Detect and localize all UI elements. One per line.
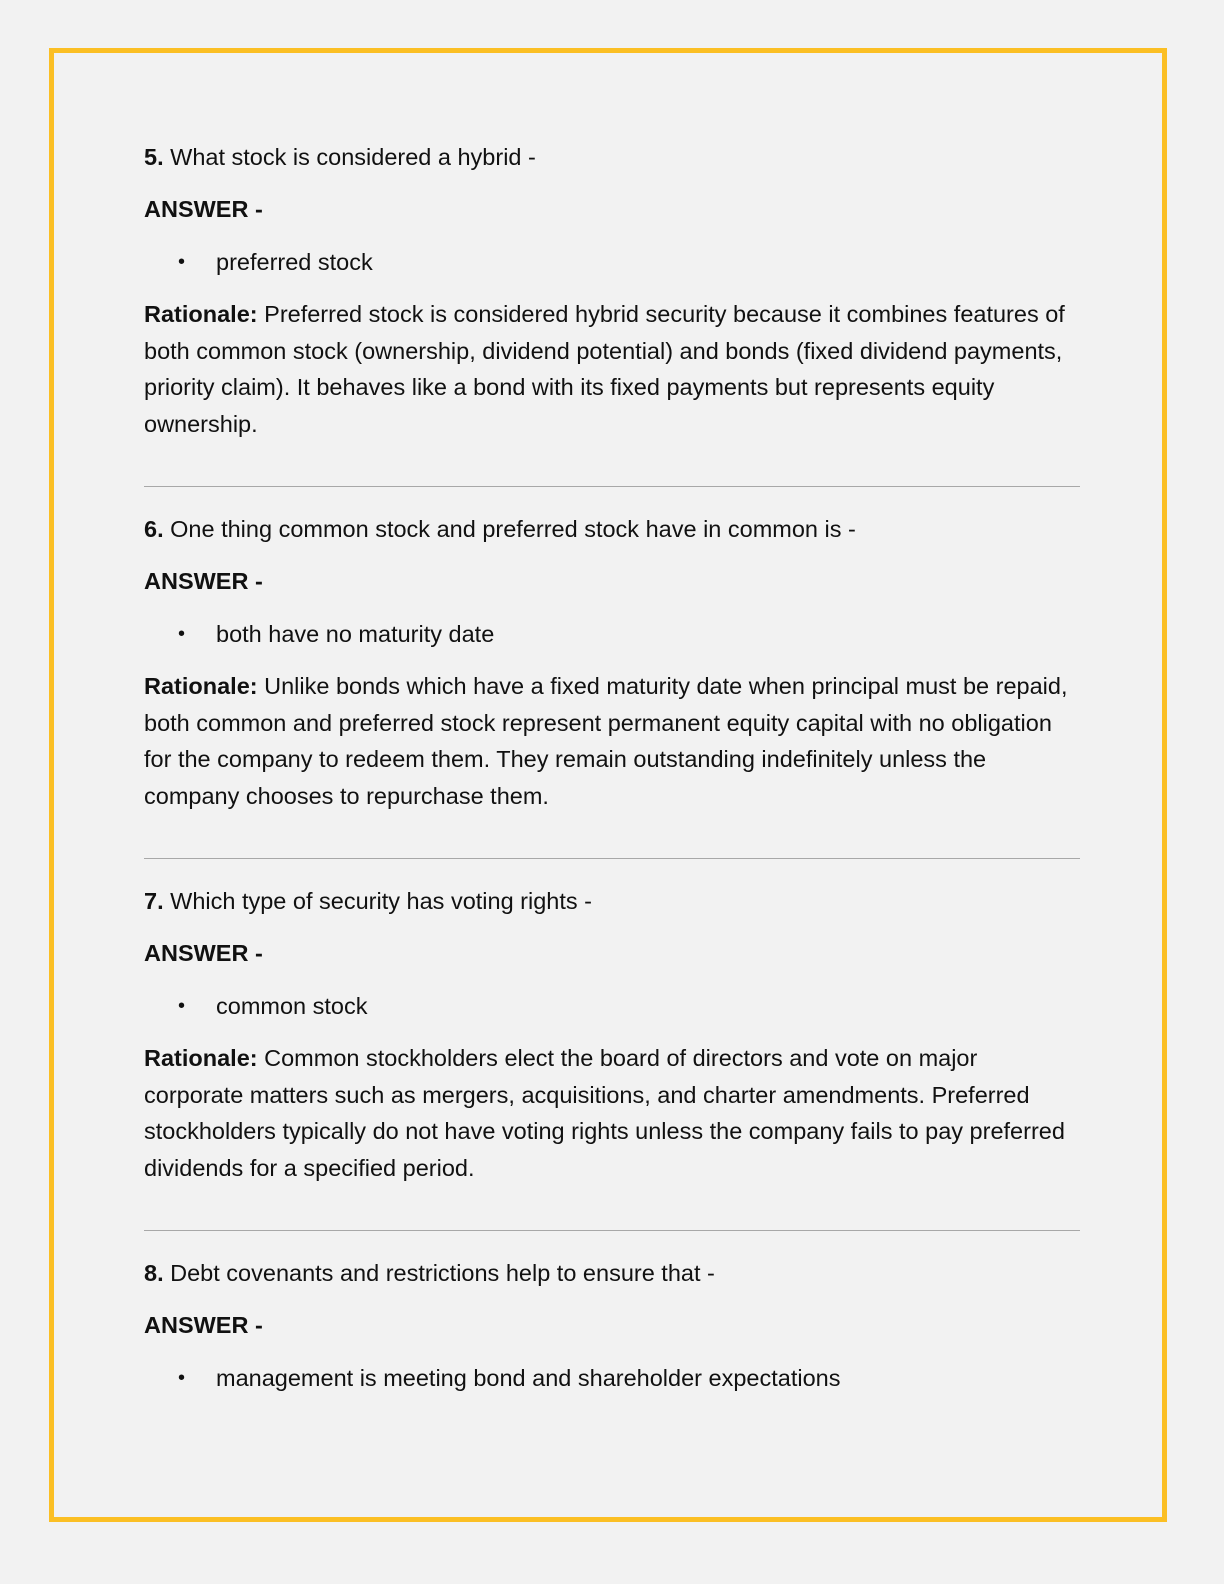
- question-5: [144, 140, 1080, 174]
- rationale-text: Common stockholders elect the board of directors and vote on major corporate matters such as mergers, acquisitions, and charter amendments. Preferred stockholders typically do not have voting rights unless the company fails to pay preferred dividends for a specified period.: [144, 1045, 1065, 1181]
- rationale: [144, 668, 1080, 814]
- question-number: 7.: [144, 888, 164, 914]
- rationale-text: Unlike bonds which have a fixed maturity date when principal must be repaid, both common and preferred stock represent permanent equity capital with no obligation for the company to redeem them. They remain outstanding indefinitely unless the company chooses to repurchase them.: [144, 673, 1068, 809]
- answer-list: [144, 989, 1080, 1023]
- answer-item: [144, 617, 1080, 651]
- question-number: 5.: [144, 144, 164, 170]
- answer-list: [144, 245, 1080, 279]
- answer-item: [144, 1361, 1080, 1395]
- question-6: [144, 512, 1080, 546]
- answer-item: [144, 989, 1080, 1023]
- question-text: Debt covenants and restrictions help to ensure that -: [163, 1260, 715, 1286]
- question-block-7: [144, 884, 1080, 1186]
- answer-label: ANSWER -: [144, 940, 263, 966]
- rationale: [144, 296, 1080, 442]
- rationale-label: Rationale:: [144, 301, 258, 327]
- answer-text: management is meeting bond and shareholder expectations: [216, 1365, 841, 1391]
- answer-label: ANSWER -: [144, 568, 263, 594]
- question-number: 8.: [144, 1260, 164, 1286]
- bullet-icon: •: [178, 995, 186, 1017]
- divider: [144, 858, 1080, 859]
- answer-list: [144, 617, 1080, 651]
- answer-label: ANSWER -: [144, 196, 263, 222]
- divider: [144, 1230, 1080, 1231]
- rationale-label: Rationale:: [144, 1045, 258, 1071]
- question-number: 6.: [144, 516, 164, 542]
- document-content: [144, 140, 1080, 1395]
- answer-list: [144, 1361, 1080, 1395]
- answer-text: both have no maturity date: [216, 621, 495, 647]
- question-text: What stock is considered a hybrid -: [163, 144, 536, 170]
- rationale: [144, 1040, 1080, 1186]
- answer-text: preferred stock: [216, 249, 373, 275]
- question-text: Which type of security has voting rights -: [163, 888, 593, 914]
- question-8: [144, 1256, 1080, 1290]
- bullet-icon: •: [178, 1367, 186, 1389]
- answer-text: common stock: [216, 993, 368, 1019]
- bullet-icon: •: [178, 623, 186, 645]
- rationale-label: Rationale:: [144, 673, 258, 699]
- question-7: [144, 884, 1080, 918]
- answer-item: [144, 245, 1080, 279]
- answer-label: ANSWER -: [144, 1312, 263, 1338]
- question-block-8: [144, 1256, 1080, 1395]
- question-text: One thing common stock and preferred stock have in common is -: [163, 516, 856, 542]
- bullet-icon: •: [178, 251, 186, 273]
- question-block-6: [144, 512, 1080, 814]
- divider: [144, 486, 1080, 487]
- rationale-text: Preferred stock is considered hybrid security because it combines features of both common stock (ownership, dividend potential) and bonds (fixed dividend payments, priority claim). It behaves like a bond with its fixed payments but represents equity ownership.: [144, 301, 1065, 437]
- question-block-5: [144, 140, 1080, 442]
